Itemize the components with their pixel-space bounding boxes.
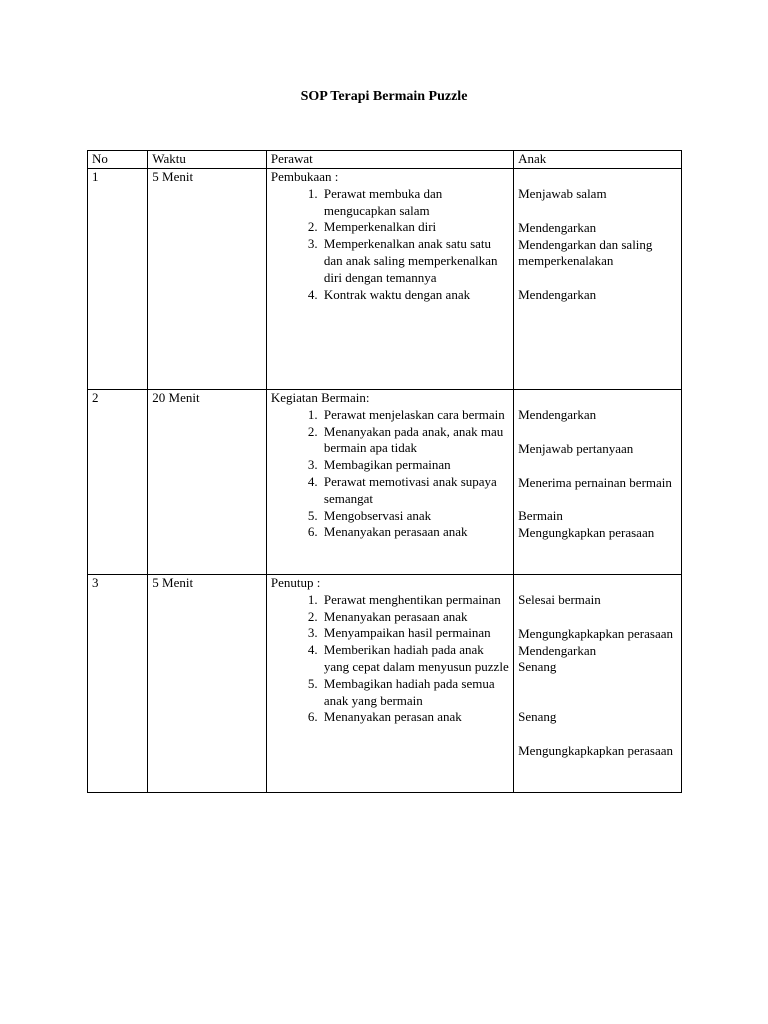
list-item: 2. Menanyakan perasaan anak (321, 609, 509, 626)
list-item: 2. Memperkenalkan diri (321, 219, 509, 236)
response-text: Mendengarkan (518, 287, 597, 303)
response-text: Menjawab pertanyaan (518, 440, 634, 456)
response-text: Menerima pernainan bermain (518, 474, 672, 490)
list-item: 4. Memberikan hadiah pada anak yang cepat dalam menyusun puzzle (321, 642, 509, 676)
response-text: Mendengarkan (518, 642, 597, 658)
list-item: 4. Perawat memotivasi anak supaya semangat (321, 474, 509, 508)
list-item: 5. Membagikan hadiah pada semua anak yang bermain (321, 676, 509, 710)
phase-title: Kegiatan Bermain: (270, 390, 370, 405)
cell-perawat (266, 390, 513, 575)
response-text: Mengungkapkan perasaan (518, 525, 655, 541)
response-text: Mendengarkan (518, 219, 597, 235)
list-item: 1. Perawat menghentikan permainan (321, 592, 509, 609)
cell-anak (514, 575, 682, 793)
phase-title: Pembukaan : (270, 169, 339, 184)
header-anak: Anak (514, 151, 682, 169)
cell-waktu: 5 Menit (148, 169, 267, 390)
cell-no: 1 (88, 169, 148, 390)
cell-anak (514, 390, 682, 575)
sop-table (87, 150, 682, 793)
header-waktu: Waktu (148, 151, 267, 169)
page-title: SOP Terapi Bermain Puzzle (300, 89, 468, 104)
cell-no: 3 (88, 575, 148, 793)
list-item: 3. Menyampaikan hasil permainan (321, 625, 509, 642)
cell-anak (514, 169, 682, 390)
step-list (271, 186, 509, 304)
cell-perawat (266, 169, 513, 390)
list-item: 3. Membagikan permainan (321, 457, 509, 474)
table-row (88, 169, 682, 390)
response-text: Bermain (518, 508, 563, 524)
list-item: 1. Perawat membuka dan mengucapkan salam (321, 186, 509, 220)
response-text: Mengungkapkapkan perasaan (518, 625, 673, 641)
list-item: 6. Menanyakan perasaan anak (321, 524, 509, 541)
table-row (88, 575, 682, 793)
list-item: 3. Memperkenalkan anak satu satu dan anak saling memperkenalkan diri dengan temannya (321, 236, 509, 286)
header-no: No (88, 151, 148, 169)
table-header-row (88, 151, 682, 169)
response-text: Selesai bermain (518, 592, 601, 607)
header-perawat: Perawat (266, 151, 513, 169)
list-item: 1. Perawat menjelaskan cara bermain (321, 407, 509, 424)
list-item: 5. Mengobservasi anak (321, 508, 509, 525)
list-item: 6. Menanyakan perasan anak (321, 709, 509, 726)
step-list (271, 407, 509, 541)
cell-waktu: 5 Menit (148, 575, 267, 793)
response-text: Mendengarkan (518, 407, 597, 422)
phase-title: Penutup : (270, 575, 321, 590)
list-item: 4. Kontrak waktu dengan anak (321, 287, 509, 304)
response-text: Menjawab salam (518, 186, 607, 201)
table-row (88, 390, 682, 575)
response-text: Senang (518, 709, 557, 725)
list-item: 2. Menanyakan pada anak, anak mau bermain apa tidak (321, 424, 509, 458)
response-text: Senang (518, 659, 557, 675)
cell-perawat (266, 575, 513, 793)
cell-no: 2 (88, 390, 148, 575)
response-text: Mengungkapkapkan perasaan (518, 742, 673, 758)
step-list (271, 592, 509, 726)
response-text: Mendengarkan dan saling memperkenalakan (518, 236, 653, 269)
cell-waktu: 20 Menit (148, 390, 267, 575)
